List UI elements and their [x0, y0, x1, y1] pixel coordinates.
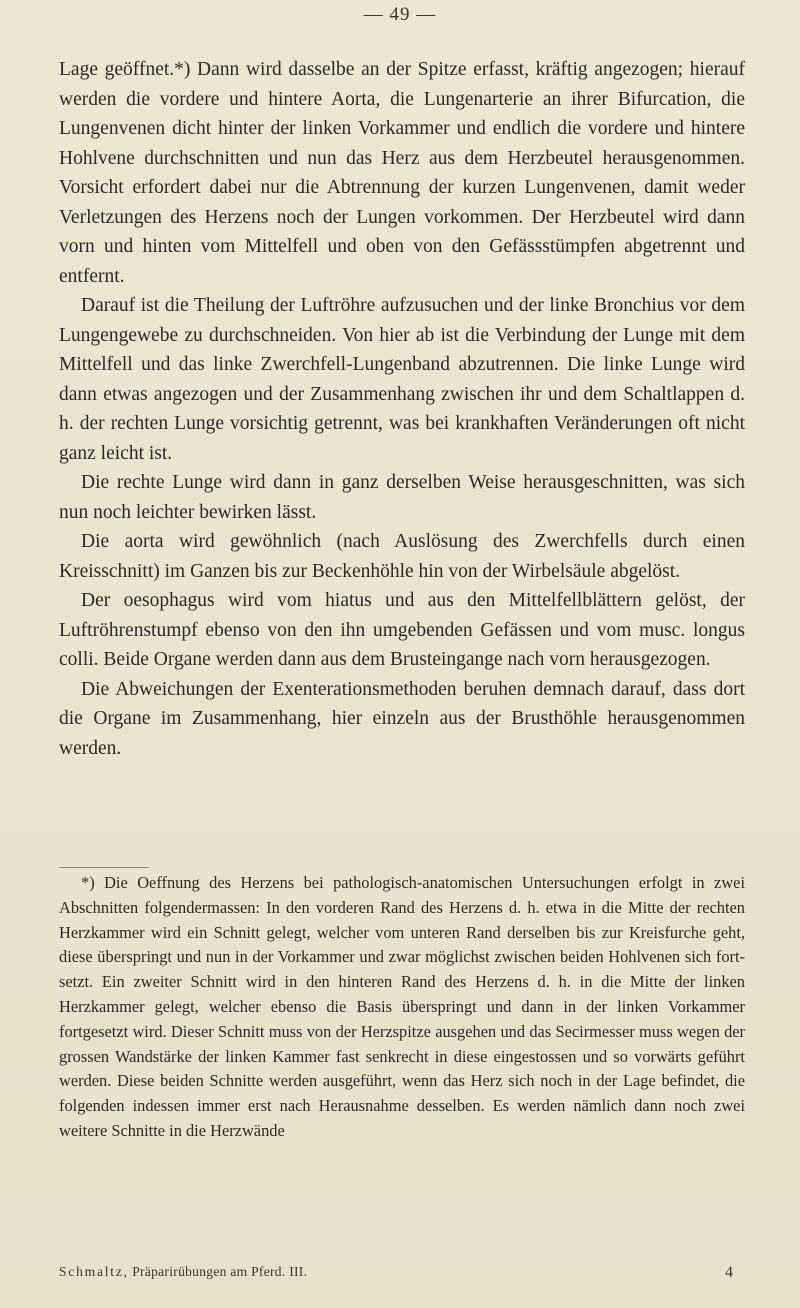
footnote-divider — [59, 867, 149, 868]
paragraph: Die aorta wird gewöhnlich (nach Auslösung des Zwerchfells durch einen Kreisschnitt) im Ganzen bis zur Beckenhöhle hin von der Wirbelsäule abgelöst. — [59, 531, 745, 582]
paragraph: Darauf ist die Theilung der Luftröhre aufzusuchen und der linke Bronchius vor dem Lungengewebe zu durchschneiden. Von hier ab ist die Verbindung der Lunge mit dem Mittelfell und das linke Zwerchfell-Lungenband abzutrennen. Die linke Lunge wird dann etwas angezogen und der Zusammenhang zwischen ihr und dem Schaltlappen d. h. der rechten Lunge vorsichtig getrennt, was bei krankhaften Veränderungen oft nicht ganz leicht ist. — [59, 295, 745, 464]
footnote-text: *) Die Oeffnung des Herzens bei pathologisch-anatomischen Untersuchungen erfolgt in zwei Abschnitten folgendermassen: In den vorderen Rand des Herzens d. h. etwa in die Mitte der rechten Herzkammer wird ein Schnitt gelegt, welcher vom unteren Rand derselben bis zur Kreisfurche geht, diese überspringt und nun in der Vorkammer und zwar möglichst zwischen beiden Hohlvenen sich fortsetzt. Ein zweiter Schnitt wird in den hinteren Rand des Herzens d. h. in die Mitte der linken Herzkammer gelegt, welcher ebenso die Basis überspringt und dann in der linken Vorkammer fortgesetzt wird. Dieser Schnitt muss von der Herzspitze ausgehen und das Secirmesser muss wegen der grossen Wandstärke der linken Kammer fast senkrecht in diese eingestossen und so vorwärts geführt werden. Diese beiden Schnitte werden ausgeführt, wenn das Herz sich noch in der Lage befindet, die folgenden indessen immer erst nach Herausnahme desselben. Es werden nämlich dann noch zwei weitere Schnitte in die Herzwände — [59, 873, 745, 1140]
paragraph: Die Abweichungen der Exenterationsmethoden beruhen demnach darauf, dass dort die Organe im Zusammenhang, hier einzeln aus der Brusthöhle herausgenommen werden. — [59, 678, 745, 759]
main-text — [59, 55, 745, 763]
footnote — [59, 871, 745, 1144]
paragraph: Lage geöffnet.*) Dann wird dasselbe an der Spitze erfasst, kräftig angezogen; hierauf werden die vordere und hintere Aorta, die Lungenarterie an ihrer Bifurcation, die Lungenvenen dicht hinter der linken Vorkammer und endlich die vordere und hintere Hohlvene durchschnitten und nun das Herz aus dem Herzbeutel herausgenommen. Vorsicht erfordert dabei nur die Abtrennung der kurzen Lungenvenen, damit weder Verletzungen des Herzens noch der Lungen vorkommen. Der Herzbeutel wird dann vorn und hinten vom Mittelfell und oben von den Gefässstümpfen abgetrennt und entfernt. — [59, 59, 745, 287]
signature-author: Schmaltz, — [59, 1264, 129, 1279]
signature-title: Präparirübungen am Pferd. III. — [132, 1264, 308, 1279]
paragraph: Der oesophagus wird vom hiatus und aus den Mittelfellblättern gelöst, der Luftröhrenstumpf ebenso von den ihn umgebenden Gefässen und vom musc. longus colli. Beide Organe werden dann aus dem Brusteingange nach vorn herausgezogen. — [59, 590, 745, 670]
page-number: — 49 — — [363, 4, 437, 25]
signature-sheet-number: 4 — [725, 1264, 733, 1281]
signature-line — [59, 1264, 745, 1280]
paragraph: Die rechte Lunge wird dann in ganz derselben Weise herausgeschnitten, was sich nun noch leichter bewirken lässt. — [59, 472, 745, 523]
